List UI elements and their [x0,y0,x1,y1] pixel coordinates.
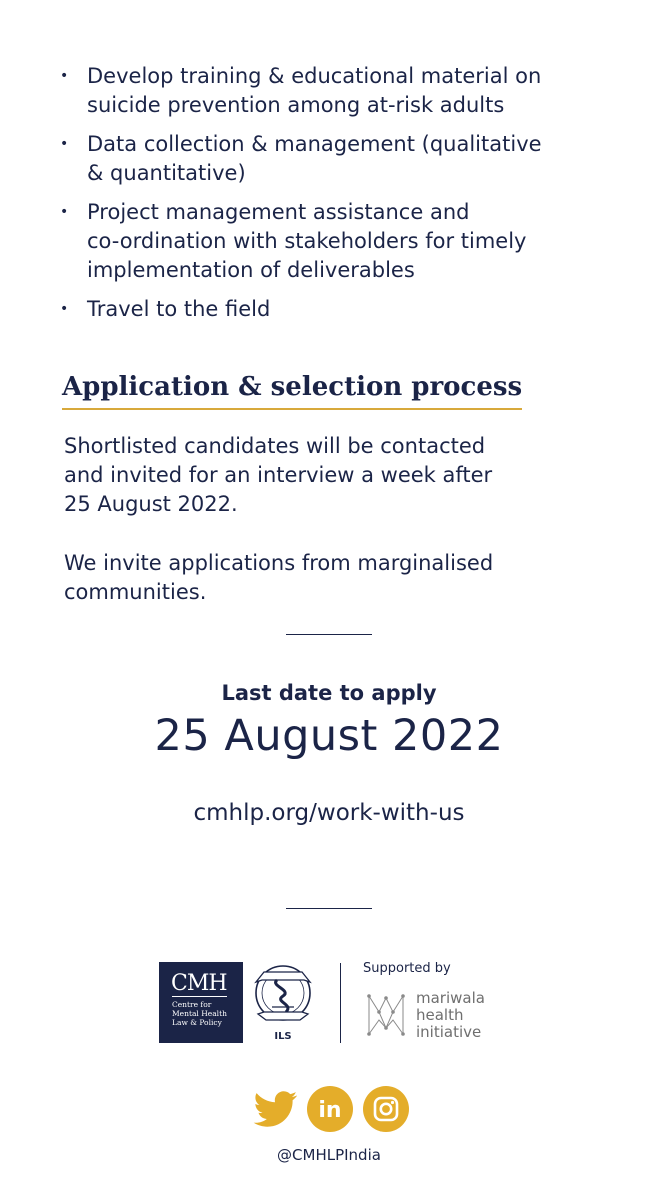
cmh-logo [159,962,243,1043]
diversity-paragraph [64,549,534,607]
mariwala-line: initiative [416,1023,482,1041]
mariwala-line: health [416,1006,464,1024]
list-item-text: implementation of deliverables [87,258,415,282]
list-item-text: Data collection & management (qualitative [87,132,542,156]
divider [286,908,372,909]
cmh-name-line: Law & Policy [172,1018,222,1027]
section-title: Application & selection process [62,372,522,410]
list-item-text: suicide prevention among at-risk adults [87,93,505,117]
list-item-text: Travel to the field [87,297,271,321]
mariwala-mark-icon [365,990,407,1040]
social-handle: @CMHLPIndia [277,1146,381,1164]
ils-seal-icon [250,960,316,1046]
cmh-logo-mark: CMH [171,971,227,996]
paragraph-line: and invited for an interview a week after [64,463,493,487]
list-item [60,62,600,120]
twitter-icon[interactable] [252,1085,300,1133]
ils-label: ILS [274,1031,292,1042]
paragraph-line: 25 August 2022. [64,492,238,516]
logo-separator [340,963,341,1043]
cmh-logo-name [172,1000,242,1027]
mariwala-line: mariwala [416,989,485,1007]
cmh-logo-rule [172,996,227,997]
list-item-text: Project management assistance and [87,200,470,224]
list-item [60,295,600,324]
cmh-name-line: Mental Health [172,1009,227,1018]
shortlist-paragraph [64,432,534,519]
paragraph-line: Shortlisted candidates will be contacted [64,434,486,458]
paragraph-line: communities. [64,580,207,604]
list-item-text: co-ordination with stakeholders for timely [87,229,527,253]
cmh-name-line: Centre for [172,1000,212,1009]
responsibilities-list [60,62,600,334]
mariwala-wordmark [416,990,485,1041]
list-item [60,130,600,188]
list-item-text: & quantitative) [87,161,246,185]
list-item-text: Develop training & educational material on [87,64,542,88]
linkedin-glyph: in [318,1098,342,1123]
list-item [60,198,600,285]
deadline-label: Last date to apply [221,681,437,705]
supported-by-label: Supported by [363,961,451,976]
apply-link[interactable]: cmhlp.org/work-with-us [193,800,465,826]
deadline-date: 25 August 2022 [154,711,504,761]
instagram-icon[interactable] [362,1085,410,1133]
paragraph-line: We invite applications from marginalised [64,551,494,575]
linkedin-icon[interactable] [306,1085,354,1133]
divider [286,634,372,635]
